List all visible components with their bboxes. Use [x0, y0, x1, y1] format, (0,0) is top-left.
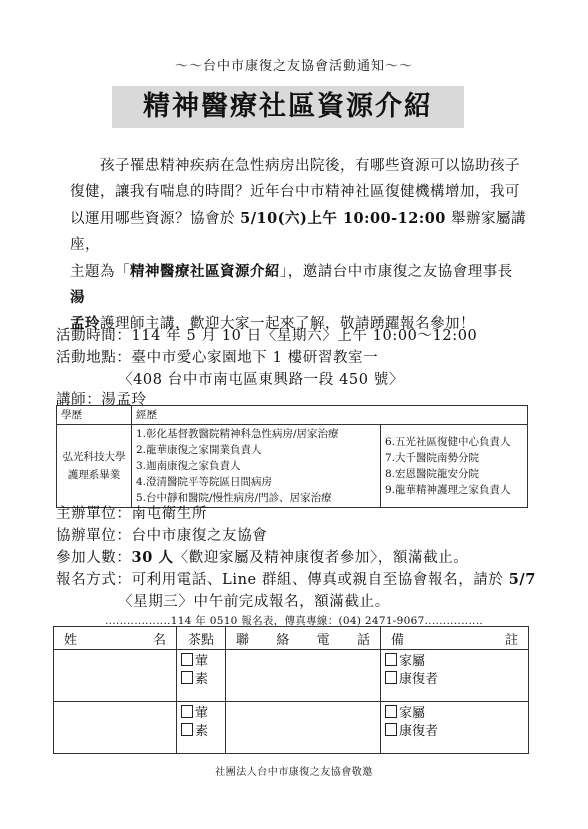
bio-item: 1.彰化基督教醫院精神科急性病房/居家治療: [136, 428, 339, 440]
speaker-name-highlight: 湯: [70, 289, 85, 307]
intro-line: 孟玲護理師主講，歡迎大家一起來了解，敬請踴躍報名參加！: [70, 315, 475, 333]
bio-item: 4.澄清醫院平等院區日間病房: [136, 476, 273, 488]
bio-item: 6.五光社區復健中心負責人: [385, 436, 511, 448]
intro-line: 主題為「精神醫療社區資源介紹」，邀請台中市康復之友協會理事長湯: [70, 262, 513, 307]
bio-item: 9.龍華精神護理之家負責人: [385, 484, 511, 496]
host-unit: 主辦單位：南屯衛生所: [56, 506, 207, 522]
col-phone-header: 聯 絡 電 話: [226, 627, 381, 650]
phone-input-cell[interactable]: [226, 650, 381, 702]
col-name-header: 姓 名: [54, 627, 177, 650]
note-option-recovered[interactable]: 康復者: [385, 671, 524, 688]
page-title: 精神醫療社區資源介紹: [112, 86, 464, 128]
header-note: ～～台中市康復之友協會活動通知～～: [174, 59, 413, 74]
topic-highlight: 精神醫療社區資源介紹: [130, 262, 280, 280]
checkbox-icon: [181, 705, 193, 718]
name-input-cell[interactable]: [54, 702, 177, 754]
col-note-header: 備 註: [381, 627, 529, 650]
signup-deadline: 〈星期三〉中午前完成報名，額滿截止。: [118, 594, 390, 610]
footer-organizer: 社團法人台中市康復之友協會敬邀: [215, 767, 373, 778]
event-place: 活動地點：臺中市愛心家園地下 1 樓研習教室一: [56, 350, 379, 366]
checkbox-icon: [181, 723, 193, 736]
checkbox-icon: [181, 653, 193, 666]
intro-line: 孩子罹患精神疾病在急性病房出院後，有哪些資源可以協助孩子: [100, 158, 520, 174]
event-time: 活動時間：114 年 5 月 10 日〈星期六〉上午 10:00～12:00: [56, 328, 478, 344]
name-input-cell[interactable]: [54, 650, 177, 702]
bio-header-education: 學歷: [57, 406, 132, 425]
phone-input-cell[interactable]: [226, 702, 381, 754]
event-address: 〈408 台中市南屯區東興路一段 450 號〉: [118, 372, 404, 388]
bio-experience-left: [132, 425, 381, 508]
bio-item: 8.宏恩醫院龍安分院: [385, 468, 480, 480]
signup-form-caption: ‥‥‥‥‥‥‥‥‥114 年 0510 報名表，傳真專線：(04) 2471-9067‥‥‥‥‥‥‥‥: [104, 615, 483, 627]
speaker: 講師：湯孟玲: [56, 392, 147, 408]
bio-item: 2.龍華康復之家開業負責人: [136, 444, 262, 456]
intro-paragraph: [70, 153, 526, 338]
checkbox-icon: [385, 723, 397, 736]
note-option-recovered[interactable]: 康復者: [385, 723, 524, 740]
intro-line: 復健，讓我有喘息的時間？近年台中市精神社區復健機構增加，我可: [70, 184, 520, 201]
checkbox-icon: [385, 705, 397, 718]
meal-option-meat[interactable]: 葷: [181, 653, 221, 670]
note-option-family[interactable]: 家屬: [385, 705, 524, 722]
co-host-unit: 協辦單位：台中市康復之友協會: [56, 528, 268, 544]
bio-item: 5.台中靜和醫院/慢性病房/門診、居家治療: [136, 492, 332, 504]
meal-choice-cell: [177, 702, 226, 754]
bio-header-experience: 經歷: [132, 406, 528, 425]
bio-experience-right: [381, 425, 528, 508]
speaker-bio-table: [56, 405, 528, 508]
bio-item: 3.迦南康復之家負責人: [136, 460, 241, 472]
bio-education: 弘光科技大學 護理系畢業: [57, 425, 132, 508]
meal-option-veg[interactable]: 素: [181, 671, 221, 688]
meal-choice-cell: [177, 650, 226, 702]
checkbox-icon: [385, 653, 397, 666]
signup-method: 報名方式：可利用電話、Line 群組、傳真或親自至協會報名，請於 5/7: [56, 571, 536, 588]
intro-line: 以運用哪些資源？協會於 5/10(六)上午 10:00-12:00 舉辦家屬講座，: [70, 209, 526, 254]
meal-option-meat[interactable]: 葷: [181, 705, 221, 722]
meal-option-veg[interactable]: 素: [181, 723, 221, 740]
note-choice-cell: [381, 702, 529, 754]
checkbox-icon: [385, 671, 397, 684]
speaker-name-highlight: 孟玲: [70, 315, 100, 333]
participant-count: 參加人數：30 人〈歡迎家屬及精神康復者參加〉，額滿截止。: [56, 549, 469, 566]
bio-item: 7.大千醫院南勢分院: [385, 452, 480, 464]
note-choice-cell: [381, 650, 529, 702]
col-meal-header: 茶點: [177, 627, 226, 650]
checkbox-icon: [181, 671, 193, 684]
event-datetime-highlight: 5/10(六)上午 10:00-12:00: [240, 209, 446, 227]
note-option-family[interactable]: 家屬: [385, 653, 524, 670]
registration-form: [53, 626, 529, 754]
